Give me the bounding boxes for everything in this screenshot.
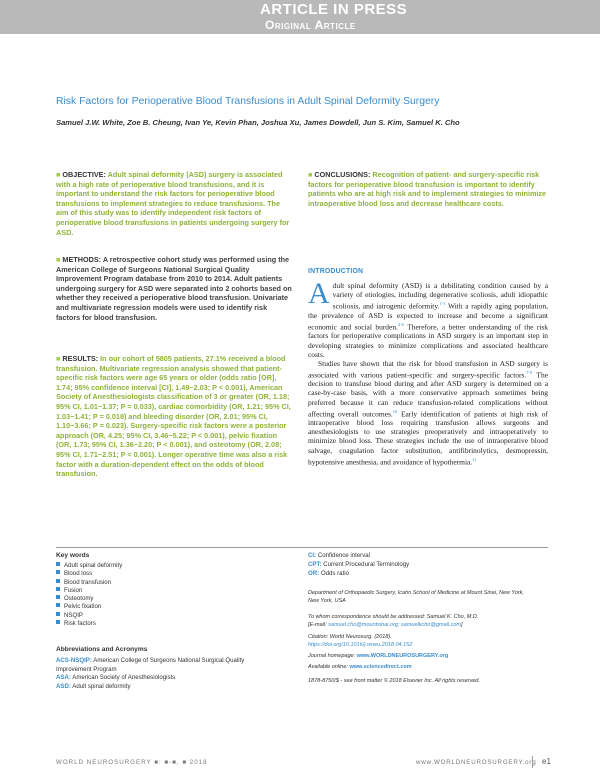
abbreviation-definition: Adult spinal deformity bbox=[72, 682, 131, 690]
keyword-text: Adult spinal deformity bbox=[64, 562, 123, 569]
keyword-text: Osteotomy bbox=[64, 595, 94, 603]
abbreviation-term: CPT: bbox=[308, 560, 322, 568]
keyword-text: Risk factors bbox=[64, 620, 96, 628]
bullet-square-icon bbox=[56, 620, 60, 624]
intro-paragraph bbox=[308, 277, 548, 359]
intro-text: dult spinal deformity (ASD) is a debilitating condition caused by a variety of etiologies, including degenerative scoliosis, adult idiopathic scoliosis, and iatrogenic deformity. bbox=[332, 281, 548, 311]
citation-ref[interactable]: 4-6 bbox=[397, 321, 404, 327]
citation-ref[interactable]: 11 bbox=[472, 456, 477, 462]
section-arrow-icon: ■ bbox=[56, 255, 61, 264]
conclusions-text: Recognition of patient- and surgery-specific risk factors for perioperative blood transfusion is important to identify patients who are at high risk and to implement strategies to minimize intraoperative blood loss and decrease healthcare costs. bbox=[308, 170, 547, 208]
affiliation-line: Department of Orthopaedic Surgery, Icahn School of Medicine at Mount Sinai, New York, bbox=[308, 590, 524, 596]
abstract-objective bbox=[56, 170, 292, 237]
bullet-square-icon bbox=[56, 612, 60, 616]
drop-cap: A bbox=[308, 277, 330, 310]
keyword-item bbox=[56, 570, 286, 578]
abbreviation-item bbox=[308, 570, 548, 579]
abbreviation-term: CI: bbox=[308, 552, 317, 559]
intro-text: Therefore, a better understanding of the risk factors for perioperative complications in ASD surgery is an important step in developing strategies to minimize complications and associated healthcare costs. bbox=[308, 322, 548, 359]
abbreviation-item bbox=[308, 561, 548, 570]
abbreviation-definition: Odds ratio bbox=[320, 569, 349, 577]
bullet-square-icon bbox=[56, 603, 60, 607]
intro-text: Studies have shown that the risk for blood transfusion in ASD surgery is associated with various patient-specific and surgery-specific factors. bbox=[308, 358, 548, 380]
email-end: ] bbox=[461, 621, 463, 628]
intro-text: The decision to transfuse blood during and after ASD surgery is determined on a case-by-case basis, with a more conservative approach sometimes being preferred because it can reduce transfusion-related complications without affecting overall outcomes. bbox=[308, 370, 548, 419]
abbreviation-definition: Confidence interval bbox=[317, 552, 370, 559]
abbreviation-term: OR: bbox=[308, 569, 320, 577]
page-footer bbox=[56, 757, 551, 770]
abbreviations-list-right bbox=[308, 552, 548, 578]
email-link[interactable]: samuel.cho@mountsinai.org; samuelkcho@gmail.com bbox=[328, 621, 462, 628]
article-type-label: Original Article bbox=[265, 18, 356, 32]
results-label: RESULTS: bbox=[62, 354, 99, 363]
keyword-item bbox=[56, 579, 286, 587]
introduction-body bbox=[308, 277, 549, 467]
affiliation bbox=[308, 590, 548, 605]
bullet-square-icon bbox=[56, 562, 60, 566]
bullet-square-icon bbox=[56, 570, 60, 574]
methods-label: METHODS: bbox=[62, 255, 102, 264]
abbreviation-item bbox=[308, 552, 548, 561]
keyword-item bbox=[56, 620, 286, 628]
page-number: e1 bbox=[542, 757, 551, 766]
intro-text: Early identification of patients at high risk of intraoperative blood loss requiring transfusion allows surgeons and anesthesiologists to use strategies preoperatively and intraoperatively to minimize blood loss. These strategies include the use of intraoperative blood salvage, coagulation factor substitution, antifibrinolytics, desmopressin, hypotensive anesthesia, and avoidance of hypothermia. bbox=[308, 409, 549, 467]
results-text: In our cohort of 5805 patients, 27.1% received a blood transfusion. Multivariate regression analysis showed that patient-specific risk factors were age 65 years or older (odds ratio [OR], 1.74; 95% confidence interval [CI], 1.49−2.03; P < 0.001), American Society of Anesthesiologists classification of 3 or greater (OR, 1.18; 95% CI, 1.01−1.37; P = 0.033), cardiac comorbidity (OR, 1.21; 95% CI, 1.03−1.41; P = 0.018) and bleeding disorder (OR, 2.01; 95% CI, 1.10−3.66; P = 0.023). Surgery-specific risk factors were a posterior approach (OR, 4.25; 95% CI, 3.46−5.22; P < 0.001), pelvic fixation (OR, 1.73; 95% CI, 1.36−2.20; P < 0.001), and osteotomy (OR, 2.08; 95% CI, 1.71−2.51; P < 0.001). Longer operative time was also a risk factor with a duration-dependent effect on the odds of blood transfusion. bbox=[56, 354, 291, 479]
citation-label: Citation: bbox=[308, 634, 330, 640]
keyword-item bbox=[56, 603, 286, 611]
citation-text: World Neurosurg. (2018). bbox=[329, 634, 392, 640]
bullet-square-icon bbox=[56, 579, 60, 583]
copyright: 1878-8750/$ - see front matter © 2018 Elsevier Inc. All rights reserved. bbox=[308, 678, 480, 684]
abbreviation-definition: American Society of Anesthesiologists bbox=[72, 674, 176, 681]
abbreviation-item bbox=[56, 666, 296, 675]
footer-divider bbox=[532, 756, 533, 768]
article-title: Risk Factors for Perioperative Blood Transfusions in Adult Spinal Deformity Surgery bbox=[56, 96, 440, 107]
sciencedirect-link[interactable]: www.sciencedirect.com bbox=[349, 664, 412, 670]
email-line bbox=[308, 622, 548, 630]
keyword-item bbox=[56, 612, 286, 620]
citation-line bbox=[308, 634, 548, 642]
journal-link[interactable]: www.WORLDNEUROSURGERY.org bbox=[356, 653, 449, 659]
citation-block bbox=[308, 634, 548, 649]
section-arrow-icon: ■ bbox=[56, 354, 61, 363]
bullet-square-icon bbox=[56, 587, 60, 591]
section-divider bbox=[56, 547, 548, 548]
abstract-conclusions bbox=[308, 170, 548, 208]
intro-text: With a rapidly aging population, the prevalence of ASD is expected to increase and become a significant economic and social burden. bbox=[308, 301, 548, 332]
article-in-press-label: ARTICLE IN PRESS bbox=[260, 1, 408, 18]
abbreviations-heading: Abbreviations and Acronyms bbox=[56, 646, 148, 653]
keywords-heading: Key words bbox=[56, 552, 90, 559]
abbreviation-term: ACS-NSQIP: bbox=[56, 657, 92, 664]
keyword-item bbox=[56, 587, 286, 595]
intro-paragraph bbox=[308, 359, 548, 466]
abstract-methods bbox=[56, 255, 292, 322]
keyword-text: Blood loss bbox=[64, 570, 93, 578]
keyword-text: Fusion bbox=[64, 586, 83, 594]
correspondence bbox=[308, 614, 548, 629]
abstract-results bbox=[56, 354, 292, 479]
article-in-press-banner bbox=[0, 0, 600, 34]
abbreviation-term: ASA: bbox=[56, 674, 71, 681]
doi-link[interactable]: https://doi.org/10.1016/j.wneu.2018.04.152 bbox=[308, 641, 413, 648]
citation-ref[interactable]: 10 bbox=[392, 408, 398, 414]
correspondence-line: To whom correspondence should be addressed: Samuel K. Cho, M.D. bbox=[308, 614, 479, 620]
section-arrow-icon: ■ bbox=[308, 170, 313, 179]
abbreviations-list bbox=[56, 657, 296, 691]
keyword-text: Pelvic fixation bbox=[64, 603, 102, 611]
section-arrow-icon: ■ bbox=[56, 170, 61, 179]
author-list: Samuel J.W. White, Zoe B. Cheung, Ivan Ye, Kevin Phan, Joshua Xu, James Dowdell, Jun S. Kim, Samuel K. Cho bbox=[56, 118, 460, 127]
keyword-text: NSQIP bbox=[64, 611, 83, 619]
keyword-item bbox=[56, 562, 286, 570]
online-label: Available online: bbox=[308, 664, 350, 670]
keywords-list bbox=[56, 562, 286, 628]
online-info bbox=[308, 664, 548, 672]
introduction-heading: INTRODUCTION bbox=[308, 268, 364, 275]
bullet-square-icon bbox=[56, 595, 60, 599]
footer-website[interactable]: www.WORLDNEUROSURGERY.org bbox=[416, 759, 537, 766]
email-label: [E-mail: bbox=[308, 621, 329, 628]
conclusions-label: CONCLUSIONS: bbox=[314, 170, 371, 179]
citation-ref[interactable]: 7-9 bbox=[526, 369, 533, 375]
affiliation-line: New York, USA bbox=[308, 597, 346, 604]
journal-info bbox=[308, 653, 548, 661]
footer-journal: WORLD NEUROSURGERY ■: ■-■, ■ 2018 bbox=[56, 759, 208, 766]
journal-label: Journal homepage: bbox=[308, 653, 357, 659]
journal-line bbox=[308, 653, 548, 661]
abbreviation-term: ASD: bbox=[56, 682, 71, 690]
methods-text: A retrospective cohort study was performed using the American College of Surgeons National Surgical Quality Improvement Program database from 2010 to 2014. Adult patients undergoing surgery for ASD were separated into 2 cohorts based on whether they received a perioperative blood transfusion. Univariate and multivariate regression models were used to identify risk factors for blood transfusion. bbox=[56, 255, 292, 322]
online-line bbox=[308, 664, 548, 672]
keyword-item bbox=[56, 595, 286, 603]
abbreviation-definition: American College of Surgeons National Surgical Quality bbox=[93, 657, 245, 664]
objective-text: Adult spinal deformity (ASD) surgery is associated with a high rate of perioperative blood transfusions, and it is important to understand the risk factors for perioperative blood transfusions to implement strategies to reduce transfusions. The aim of this study was to identify independent risk factors of perioperative blood transfusions in patients undergoing surgery for ASD. bbox=[56, 170, 290, 237]
abbreviation-item bbox=[56, 683, 296, 692]
abbreviation-definition: Current Procedural Terminology bbox=[323, 560, 410, 568]
abbreviation-item bbox=[56, 674, 296, 683]
citation-ref[interactable]: 1-3 bbox=[439, 301, 446, 307]
keyword-text: Blood transfusion bbox=[64, 578, 112, 586]
objective-label: OBJECTIVE: bbox=[62, 170, 106, 179]
abbreviation-definition: Improvement Program bbox=[56, 665, 117, 673]
abbreviation-item bbox=[56, 657, 296, 666]
